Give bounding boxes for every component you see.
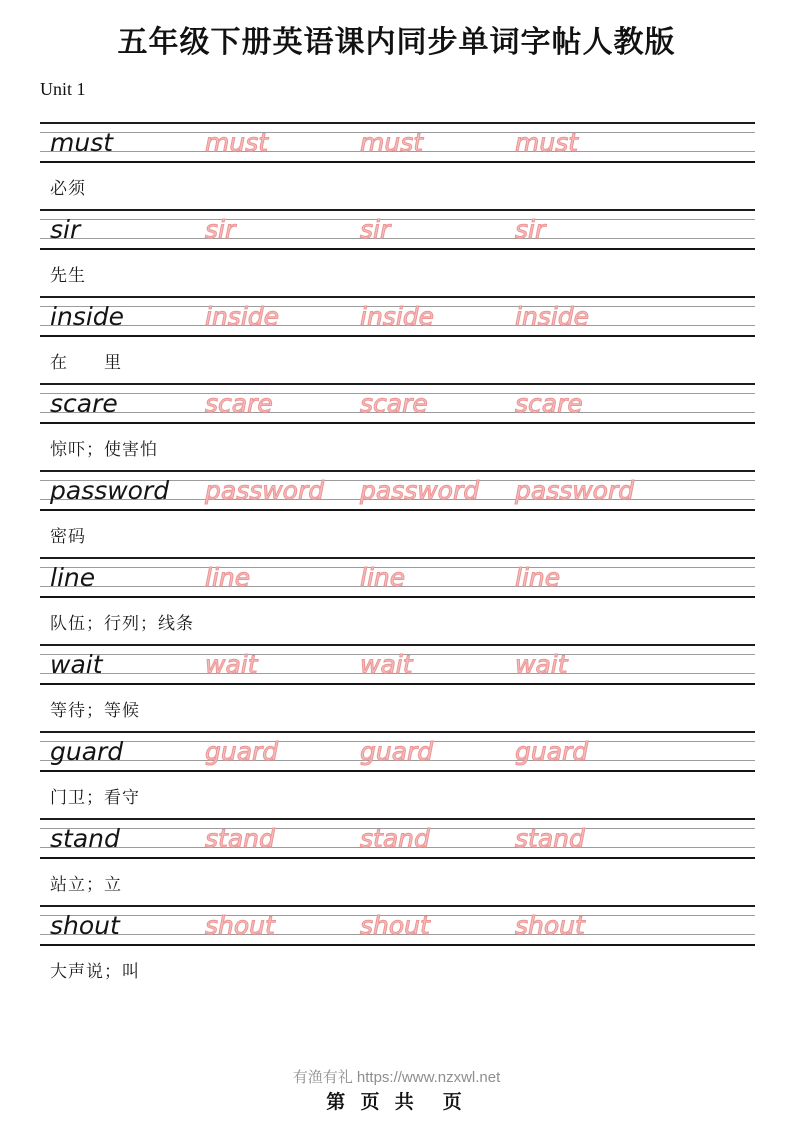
guide-line-base bbox=[40, 238, 755, 239]
word-trace: must bbox=[515, 128, 579, 157]
word-trace: scare bbox=[360, 389, 428, 418]
writing-guide bbox=[40, 383, 755, 424]
word-trace: inside bbox=[205, 302, 280, 331]
writing-guide bbox=[40, 470, 755, 511]
word-trace: must bbox=[205, 128, 269, 157]
word-trace: password bbox=[515, 476, 635, 505]
writing-guide bbox=[40, 296, 755, 337]
word-sample: scare bbox=[50, 389, 118, 418]
word-trace: guard bbox=[205, 737, 279, 766]
word-trace: password bbox=[360, 476, 480, 505]
word-sample: guard bbox=[50, 737, 124, 766]
word-block bbox=[0, 122, 793, 209]
guide-line-bottom bbox=[40, 422, 755, 424]
writing-guide bbox=[40, 644, 755, 685]
guide-line-upper bbox=[40, 219, 755, 220]
word-trace: must bbox=[360, 128, 424, 157]
guide-line-top bbox=[40, 557, 755, 559]
page-title: 五年级下册英语课内同步单词字帖人教版 bbox=[117, 26, 676, 59]
guide-line-top bbox=[40, 296, 755, 298]
guide-line-bottom bbox=[40, 335, 755, 337]
word-meaning: 必须 bbox=[50, 178, 86, 199]
word-trace: stand bbox=[360, 824, 430, 853]
word-meaning: 在 里 bbox=[50, 352, 122, 373]
word-meaning: 惊吓；使害怕 bbox=[50, 439, 158, 460]
guide-line-bottom bbox=[40, 509, 755, 511]
word-sample: must bbox=[50, 128, 114, 157]
word-trace: stand bbox=[515, 824, 585, 853]
word-meaning: 队伍；行列；线条 bbox=[50, 613, 194, 634]
word-trace: line bbox=[205, 563, 251, 592]
writing-guide bbox=[40, 122, 755, 163]
word-block bbox=[0, 296, 793, 383]
guide-line-bottom bbox=[40, 683, 755, 685]
guide-line-top bbox=[40, 470, 755, 472]
guide-line-bottom bbox=[40, 596, 755, 598]
word-meaning: 门卫；看守 bbox=[50, 787, 140, 808]
writing-guide bbox=[40, 209, 755, 250]
word-meaning: 站立；立 bbox=[50, 874, 122, 895]
word-trace: inside bbox=[360, 302, 435, 331]
word-meaning: 大声说；叫 bbox=[50, 961, 140, 982]
page-number-label: 第 页 共 页 bbox=[326, 1092, 467, 1113]
guide-line-top bbox=[40, 644, 755, 646]
word-trace: stand bbox=[205, 824, 275, 853]
word-trace: scare bbox=[205, 389, 273, 418]
word-block bbox=[0, 731, 793, 818]
guide-line-top bbox=[40, 122, 755, 124]
guide-line-top bbox=[40, 818, 755, 820]
guide-line-top bbox=[40, 209, 755, 211]
word-sample: shout bbox=[50, 911, 120, 940]
word-trace: inside bbox=[515, 302, 590, 331]
word-trace: sir bbox=[515, 215, 546, 244]
word-block bbox=[0, 818, 793, 905]
word-block bbox=[0, 383, 793, 470]
word-trace: guard bbox=[515, 737, 589, 766]
word-meaning: 先生 bbox=[50, 265, 86, 286]
writing-guide bbox=[40, 557, 755, 598]
word-meaning: 密码 bbox=[50, 526, 86, 547]
guide-line-top bbox=[40, 731, 755, 733]
word-sample: password bbox=[50, 476, 170, 505]
word-sample: line bbox=[50, 563, 96, 592]
watermark-url: 有渔有礼 https://www.nzxwl.net bbox=[292, 1069, 501, 1086]
word-sample: sir bbox=[50, 215, 81, 244]
word-trace: line bbox=[515, 563, 561, 592]
guide-line-bottom bbox=[40, 770, 755, 772]
word-trace: guard bbox=[360, 737, 434, 766]
word-meaning: 等待；等候 bbox=[50, 700, 140, 721]
guide-line-bottom bbox=[40, 161, 755, 163]
word-block bbox=[0, 644, 793, 731]
word-block bbox=[0, 557, 793, 644]
guide-line-bottom bbox=[40, 944, 755, 946]
word-block bbox=[0, 905, 793, 992]
word-trace: sir bbox=[360, 215, 391, 244]
word-trace: line bbox=[360, 563, 406, 592]
word-sample: wait bbox=[50, 650, 103, 679]
writing-guide bbox=[40, 905, 755, 946]
guide-line-bottom bbox=[40, 857, 755, 859]
guide-line-top bbox=[40, 905, 755, 907]
word-sample: inside bbox=[50, 302, 125, 331]
guide-line-bottom bbox=[40, 248, 755, 250]
word-trace: shout bbox=[515, 911, 585, 940]
word-trace: wait bbox=[515, 650, 568, 679]
word-trace: shout bbox=[205, 911, 275, 940]
unit-label: Unit 1 bbox=[40, 79, 86, 99]
guide-line-top bbox=[40, 383, 755, 385]
word-block bbox=[0, 209, 793, 296]
writing-guide bbox=[40, 731, 755, 772]
word-sample: stand bbox=[50, 824, 120, 853]
word-trace: wait bbox=[360, 650, 413, 679]
word-list bbox=[0, 122, 793, 992]
word-trace: sir bbox=[205, 215, 236, 244]
word-trace: shout bbox=[360, 911, 430, 940]
word-trace: scare bbox=[515, 389, 583, 418]
word-trace: password bbox=[205, 476, 325, 505]
word-trace: wait bbox=[205, 650, 258, 679]
word-block bbox=[0, 470, 793, 557]
writing-guide bbox=[40, 818, 755, 859]
